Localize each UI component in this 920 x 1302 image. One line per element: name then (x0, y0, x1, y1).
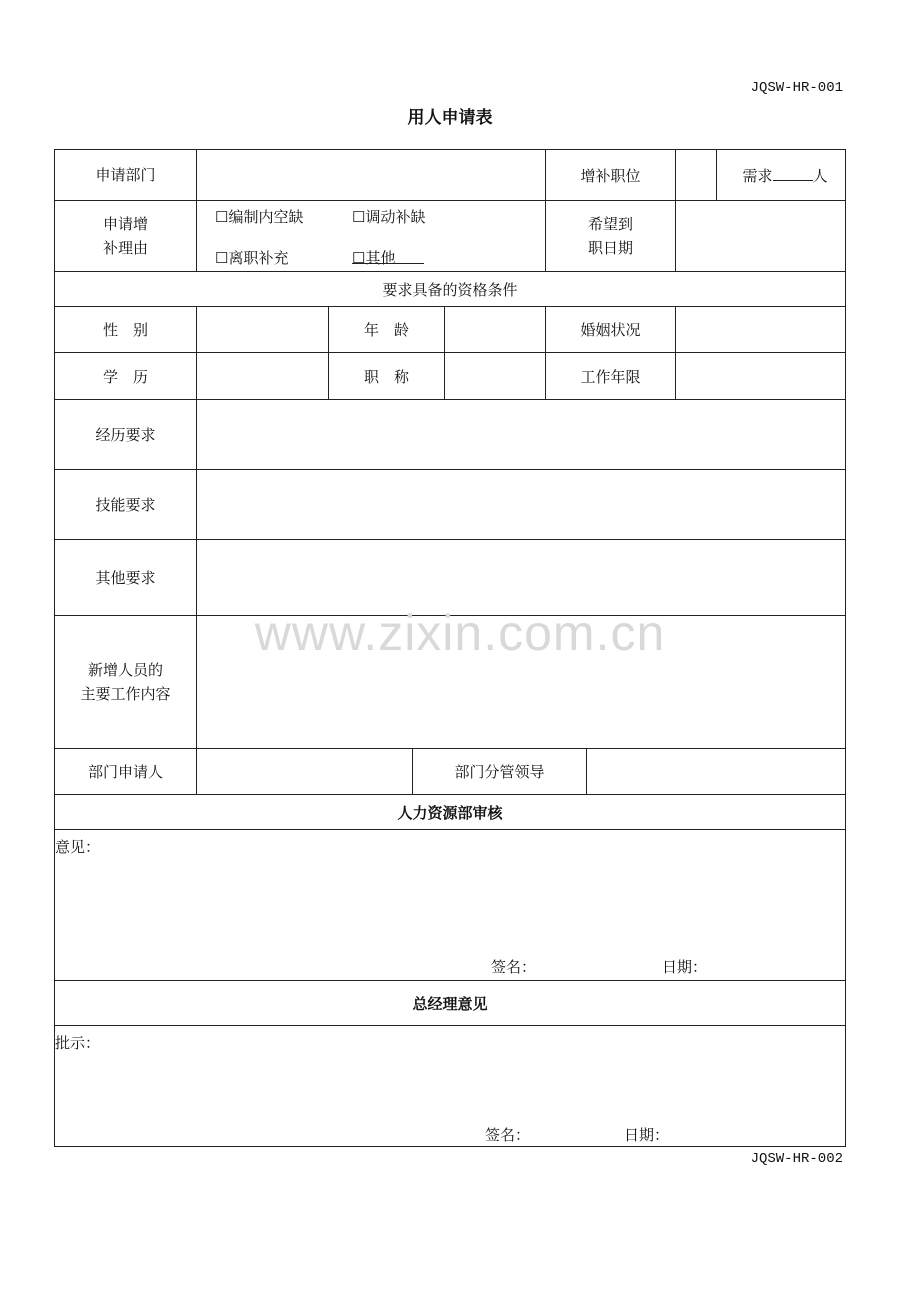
dept-applicant-label: 部门申请人 (55, 749, 197, 795)
age-field[interactable] (445, 307, 546, 353)
duties-label-line1: 新增人员的 (87, 661, 163, 679)
option-transfer-checkbox[interactable]: ☐调动补缺 (352, 208, 426, 226)
gm-instruction-area[interactable] (55, 1026, 846, 1147)
education-label: 学 历 (55, 353, 197, 400)
experience-label: 经历要求 (55, 400, 197, 470)
form-code-bottom: JQSW-HR-002 (750, 1151, 843, 1167)
duties-label-line2: 主要工作内容 (80, 685, 171, 703)
skills-label: 技能要求 (55, 470, 197, 540)
hr-date-label: 日期： (662, 958, 708, 976)
reason-label (55, 201, 197, 272)
arrival-label-line1: 希望到 (588, 215, 634, 233)
application-form-table (54, 149, 846, 1147)
option-vacancy-checkbox[interactable]: ☐编制内空缺 (215, 208, 304, 226)
duties-label (55, 616, 197, 749)
gender-field[interactable] (197, 307, 329, 353)
work-years-field[interactable] (676, 353, 846, 400)
gm-date-label: 日期： (624, 1126, 670, 1144)
professional-title-label: 职 称 (329, 353, 445, 400)
arrival-date-field[interactable] (676, 201, 846, 272)
department-label: 申请部门 (55, 150, 197, 201)
demand-count-blank[interactable] (773, 164, 813, 181)
work-years-label: 工作年限 (546, 353, 676, 400)
arrival-label-line2: 职日期 (588, 239, 634, 257)
other-requirements-label: 其他要求 (55, 540, 197, 616)
demand-count-cell[interactable] (717, 150, 846, 201)
education-field[interactable] (197, 353, 329, 400)
watermark: www.zixin.com.cn (254, 605, 666, 661)
position-label: 增补职位 (546, 150, 676, 201)
demand-prefix: 需求 (742, 167, 773, 185)
qualifications-header: 要求具备的资格条件 (55, 272, 846, 307)
dept-leader-label: 部门分管领导 (413, 749, 587, 795)
hr-signature-label: 签名： (491, 958, 537, 976)
position-field[interactable] (676, 150, 717, 201)
age-label: 年 龄 (329, 307, 445, 353)
reason-label-line1: 申请增 (102, 215, 148, 233)
experience-field[interactable] (197, 400, 846, 470)
marital-status-field[interactable] (676, 307, 846, 353)
option-other-blank[interactable] (352, 247, 424, 264)
hr-review-header: 人力资源部审核 (55, 795, 846, 830)
skills-field[interactable] (197, 470, 846, 540)
option-other-label: ☐其他 (352, 249, 396, 267)
option-resignation-checkbox[interactable]: ☐离职补充 (215, 249, 289, 267)
marital-status-label: 婚姻状况 (546, 307, 676, 353)
hr-opinion-area[interactable] (55, 830, 846, 981)
gm-opinion-header: 总经理意见 (55, 981, 846, 1026)
reason-label-line2: 补理由 (102, 239, 148, 257)
department-field[interactable] (197, 150, 546, 201)
gm-signature-label: 签名： (485, 1126, 531, 1144)
other-requirements-field[interactable] (197, 540, 846, 616)
demand-suffix: 人 (812, 167, 828, 185)
form-title: 用人申请表 (407, 108, 493, 128)
hr-opinion-label: 意见： (55, 838, 101, 856)
duties-field[interactable] (197, 616, 846, 749)
professional-title-field[interactable] (445, 353, 546, 400)
dept-leader-field[interactable] (587, 749, 846, 795)
gender-label: 性 别 (55, 307, 197, 353)
form-code-top: JQSW-HR-001 (750, 80, 843, 96)
arrival-date-label (546, 201, 676, 272)
reason-options-cell (197, 201, 546, 272)
gm-instruction-label: 批示： (55, 1034, 101, 1052)
dept-applicant-field[interactable] (197, 749, 413, 795)
